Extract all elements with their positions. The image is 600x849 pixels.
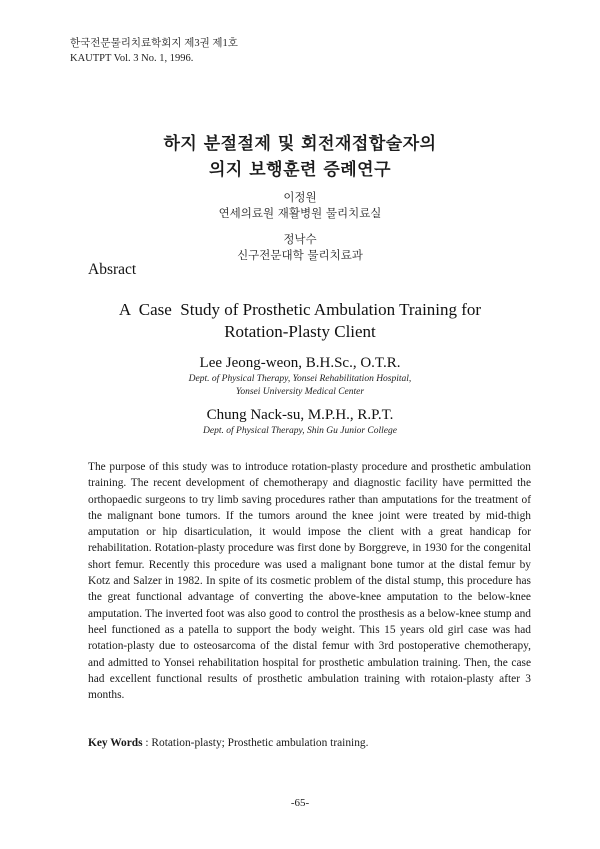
abstract-heading: Absract [88,261,137,278]
author-block [0,406,600,438]
korean-title [0,131,600,183]
english-title-line-2: Rotation-Plasty Client [224,322,376,341]
journal-header [70,36,238,66]
author-affiliation: Yonsei University Medical Center [235,387,365,397]
korean-author-affiliation: 신구전문대학 물리치료과 [237,248,363,262]
journal-name-korean: 한국전문물리치료학회지 제3권 제1호 [70,38,238,49]
korean-authors [0,189,600,263]
korean-author-affiliation: 연세의료원 재활병원 물리치료실 [218,206,382,220]
english-title [0,299,600,343]
page-number: -65- [290,797,310,809]
keywords-separator: : [142,737,152,749]
journal-volume: KAUTPT Vol. 3 No. 1, 1996. [70,53,194,64]
korean-author-name: 정낙수 [283,232,317,246]
korean-title-line-2: 의지 보행훈련 증례연구 [208,160,392,180]
keywords-text: Rotation-plasty; Prosthetic ambulation training. [151,737,369,749]
author-name: Lee Jeong-weon, B.H.Sc., O.T.R. [199,355,401,371]
korean-title-line-1: 하지 분절절제 및 회전재접합술자의 [163,134,437,154]
author-name: Chung Nack-su, M.P.H., R.P.T. [206,407,394,423]
english-title-line-1: A Case Study of Prosthetic Ambulation Training for [118,300,482,319]
author-block [0,354,600,399]
keywords-label: Key Words [88,737,143,749]
korean-author-name: 이정원 [283,190,317,204]
author-affiliation: Dept. of Physical Therapy, Yonsei Rehabilitation Hospital, [188,374,412,384]
author-affiliation: Dept. of Physical Therapy, Shin Gu Junior College [203,426,397,436]
abstract-body: The purpose of this study was to introduce rotation-plasty procedure and prosthetic ambulation training. The recent development of chemotherapy and diagnostic facility have permitted the orthopaedic surgeons to try limb saving procedures rather than amputations for the treatment of the malignant bone tumors. If the tumors around the knee joint were treated by mid-thigh amputation or hip disarticulation, it would impose the client with a great handicap for rehabilitation. Rotation-plasty procedure was first done by Borggreve, in 1930 for the congenital short femur. Recently this procedure was used a malignant bone tumor at the distal femur by Kotz and Salzer in 1982. In spite of its cosmetic problem of the distal stump, this procedure has the great functional advantage of converting the above-knee amputation to the below-knee amputation. The inverted foot was also good to control the prosthesis as a below-knee stump and heel functioned as a patella to support the body weight. This 15 years old girl case was had rotation-plasty due to osteosarcoma of the distal femur with 3rd postoperative chemotherapy, and admitted to Yonsei rehabilitation hospital for prosthetic ambulation training. Then, the case had excellent functional results of prosthetic ambulation training with rotaion-plasty after 3 months. [88,461,531,702]
keywords [88,737,368,749]
